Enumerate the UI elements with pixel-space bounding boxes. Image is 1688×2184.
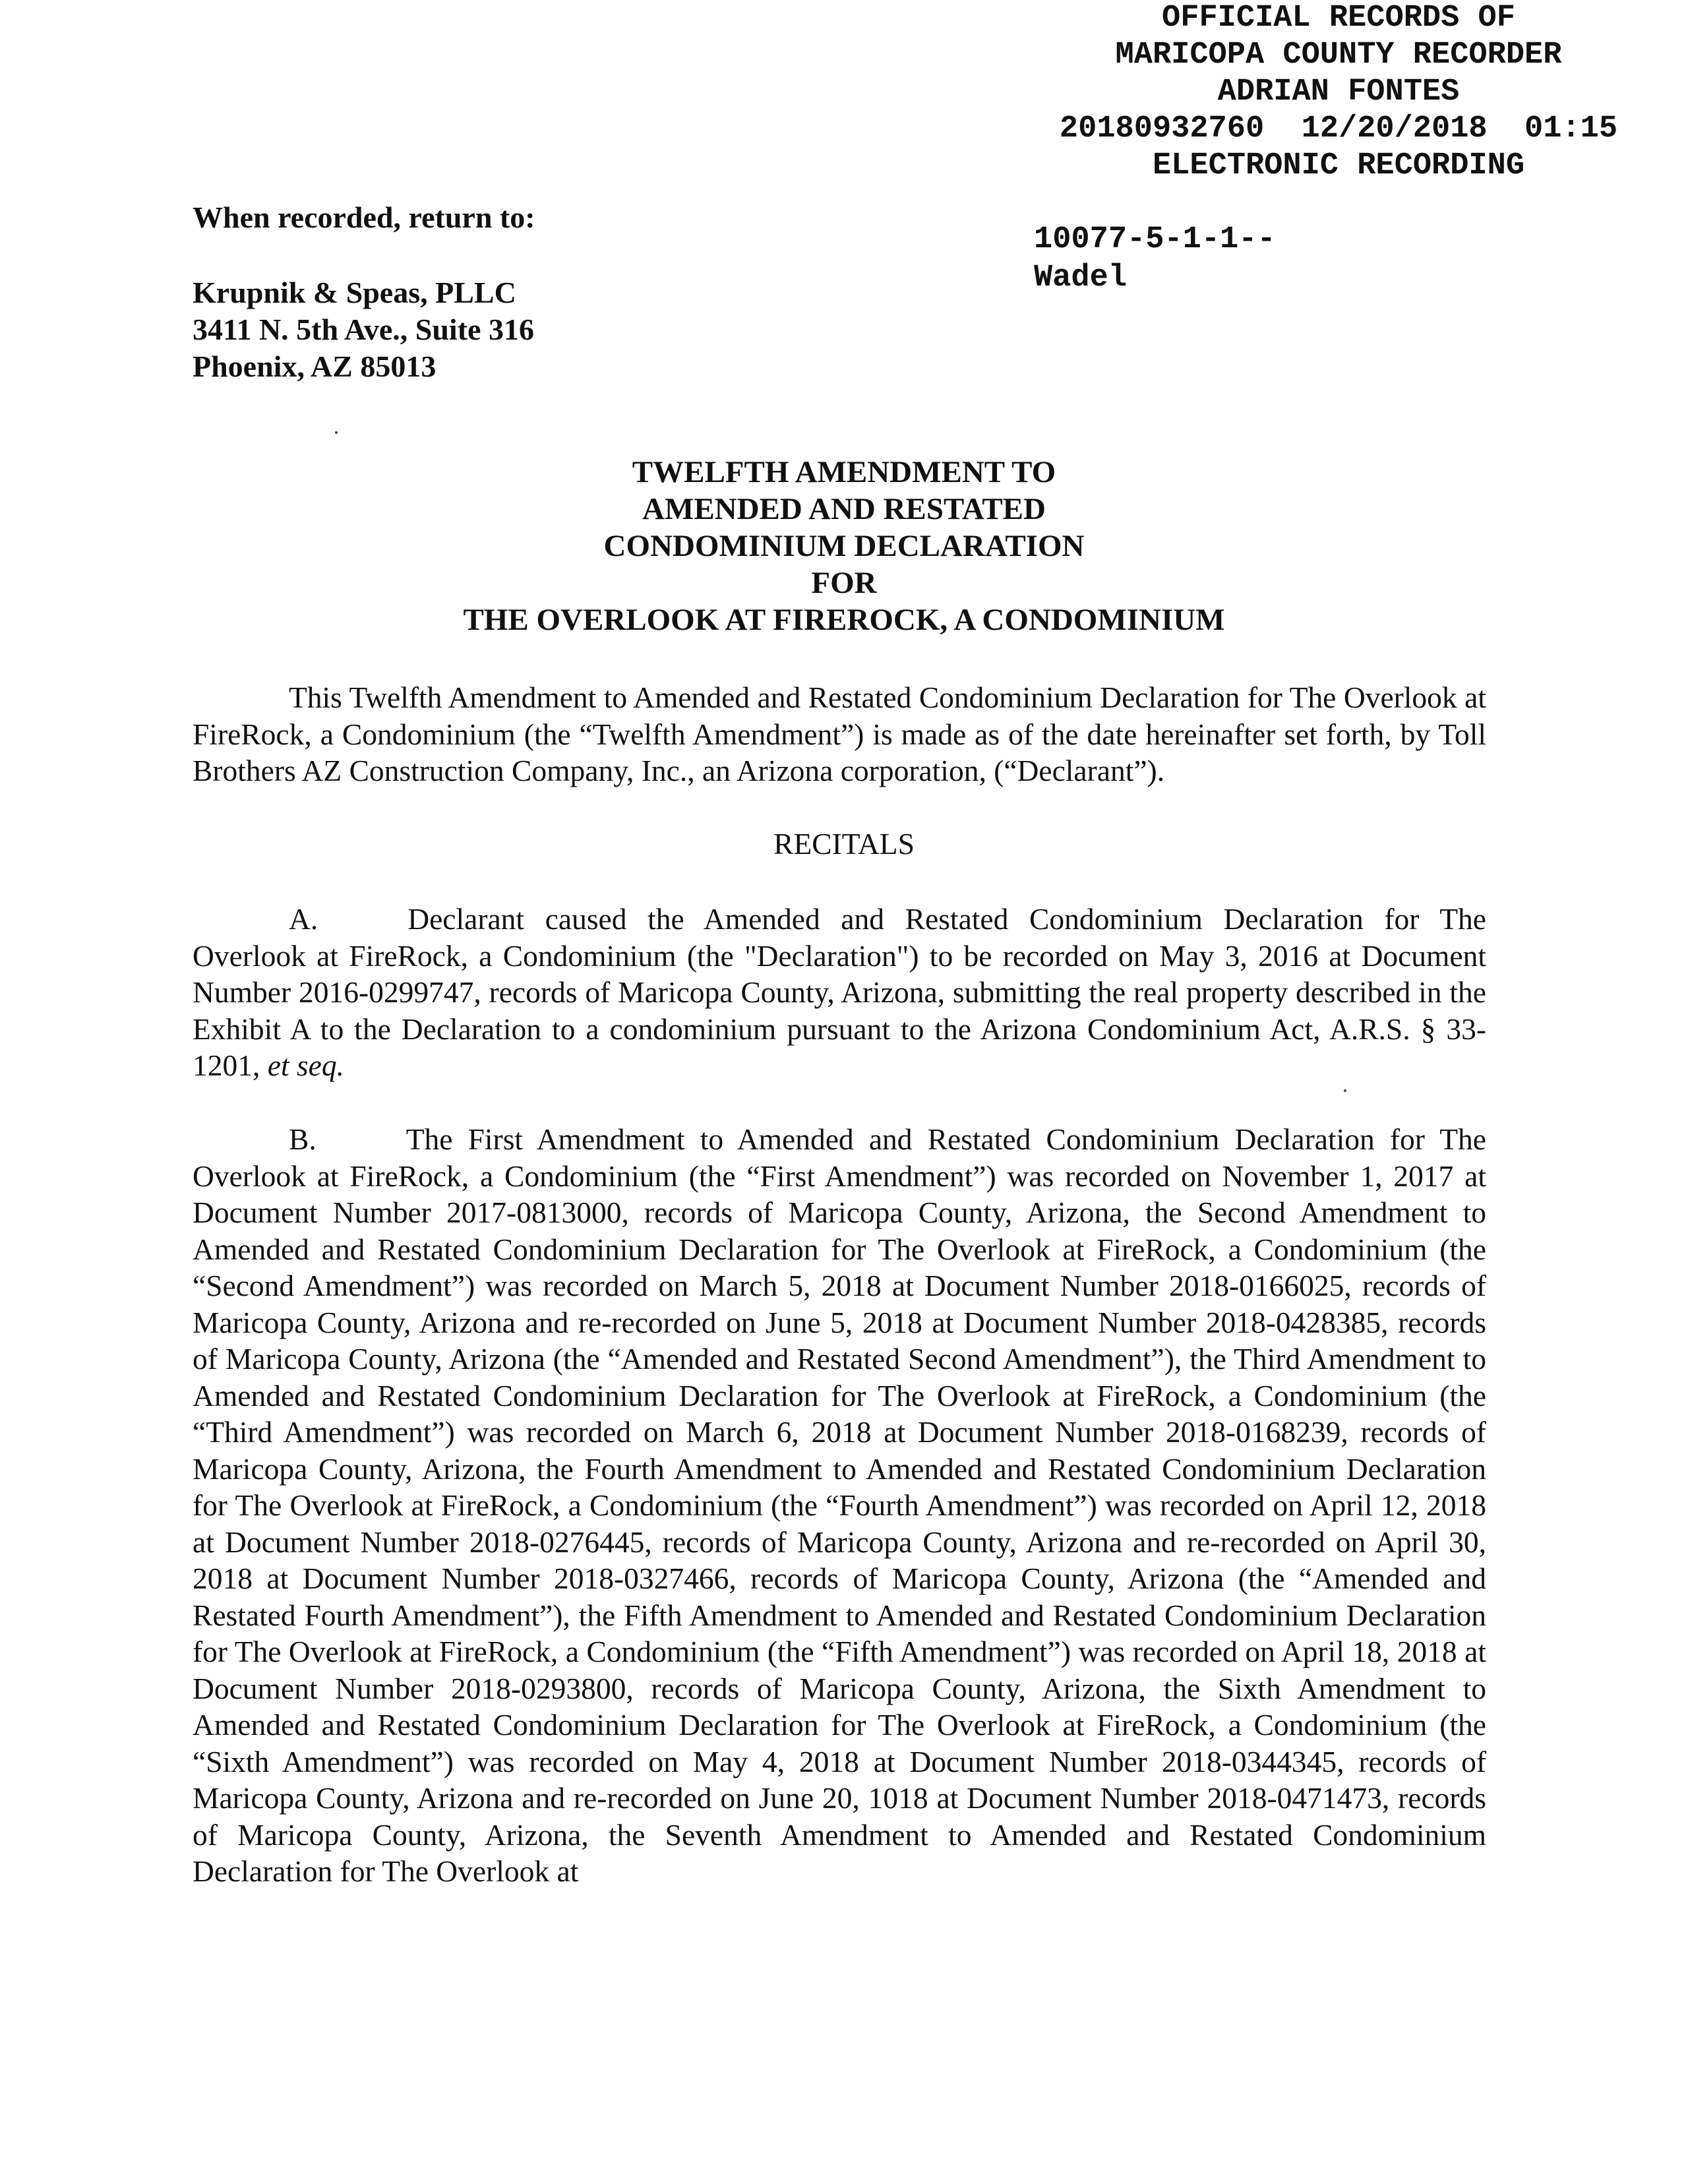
recital-a-text: Declarant caused the Amended and Restated Condominium Declaration for The Overlook at FireRock, a Condominium (the "Declaration") to be recorded on May 3, 2016 at Document Number 2016-0299747, records of Maricopa County, Arizona, submitting the real property described in the Exhibit A to the Declaration to a condominium pursuant to the Arizona Condominium Act, A.R.S. § 33-1201, bbox=[193, 902, 1486, 1082]
recital-a-label: A. bbox=[289, 902, 318, 936]
recording-reference-code: 10077-5-1-1-- bbox=[1034, 222, 1276, 257]
recording-reference bbox=[1034, 221, 1276, 297]
return-to-firm: Krupnik & Speas, PLLC bbox=[193, 276, 516, 309]
recorder-stamp bbox=[1015, 0, 1688, 185]
stamp-line-county-recorder: MARICOPA COUNTY RECORDER bbox=[1115, 38, 1562, 73]
recording-reference-name: Wadel bbox=[1034, 260, 1128, 295]
recitals-heading: RECITALS bbox=[773, 827, 915, 861]
return-to-block bbox=[193, 199, 535, 385]
stamp-line-official-records: OFFICIAL RECORDS OF bbox=[1162, 1, 1515, 36]
stamp-line-recorder-name: ADRIAN FONTES bbox=[1217, 75, 1460, 109]
scan-speck bbox=[335, 431, 338, 434]
title-line-1: TWELFTH AMENDMENT TO bbox=[632, 455, 1056, 489]
recital-b bbox=[193, 1121, 1486, 1890]
stamp-line-electronic-recording: ELECTRONIC RECORDING bbox=[1152, 148, 1525, 183]
return-to-spacer bbox=[193, 236, 535, 274]
recital-b-text: The First Amendment to Amended and Restated Condominium Declaration for The Overlook at FireRock, a Condominium (the “First Amendment”) was recorded on November 1, 2017 at Document Number 2017-0813000, records of Maricopa County, Arizona, the Second Amendment to Amended and Restated Condominium Declaration for The Overlook at FireRock, a Condominium (the “Second Amendment”) was recorded on March 5, 2018 at Document Number 2018-0166025, records of Maricopa County, Arizona and re-recorded on June 5, 2018 at Document Number 2018-0428385, records of Maricopa County, Arizona (the “Amended and Restated Second Amendment”), the Third Amendment to Amended and Restated Condominium Declaration for The Overlook at FireRock, a Condominium (the “Third Amendment”) was recorded on March 6, 2018 at Document Number 2018-0168239, records of Maricopa County, Arizona, the Fourth Amendment to Amended and Restated Condominium Declaration for The Overlook at FireRock, a Condominium (the “Fourth Amendment”) was recorded on April 12, 2018 at Document Number 2018-0276445, records of Maricopa County, Arizona and re-recorded on April 30, 2018 at Document Number 2018-0327466, records of Maricopa County, Arizona (the “Amended and Restated Fourth Amendment”), the Fifth Amendment to Amended and Restated Condominium Declaration for The Overlook at FireRock, a Condominium (the “Fifth Amendment”) was recorded on April 18, 2018 at Document Number 2018-0293800, records of Maricopa County, Arizona, the Sixth Amendment to Amended and Restated Condominium Declaration for The Overlook at FireRock, a Condominium (the “Sixth Amendment”) was recorded on May 4, 2018 at Document Number 2018-0344345, records of Maricopa County, Arizona and re-recorded on June 20, 1018 at Document Number 2018-0471473, records of Maricopa County, Arizona, the Seventh Amendment to Amended and Restated Condominium Declaration for The Overlook at bbox=[193, 1122, 1486, 1888]
title-line-2: AMENDED AND RESTATED bbox=[642, 492, 1046, 526]
recital-a-et-seq: et seq. bbox=[267, 1048, 344, 1082]
return-to-heading: When recorded, return to: bbox=[193, 200, 535, 234]
intro-text: This Twelfth Amendment to Amended and Restated Condominium Declaration for The Overlook at FireRock, a Condominium (the “Twelfth Amendment”) is made as of the date hereinafter set forth, by Toll Brothers AZ Construction Company, Inc., an Arizona corporation, (“Declarant”). bbox=[193, 681, 1486, 787]
return-to-address-line-1: 3411 N. 5th Ave., Suite 316 bbox=[193, 313, 534, 346]
title-line-3: CONDOMINIUM DECLARATION bbox=[603, 529, 1085, 563]
intro-paragraph bbox=[193, 679, 1486, 789]
title-line-4: FOR bbox=[811, 566, 877, 600]
document-title bbox=[193, 454, 1495, 638]
recital-a bbox=[193, 901, 1486, 1084]
recital-b-label: B. bbox=[289, 1122, 316, 1156]
scan-speck bbox=[1344, 1089, 1346, 1092]
stamp-line-recording-number-date: 20180932760 12/20/2018 01:15 bbox=[1059, 111, 1618, 146]
title-line-5: THE OVERLOOK AT FIREROCK, A CONDOMINIUM bbox=[463, 603, 1225, 637]
return-to-address-line-2: Phoenix, AZ 85013 bbox=[193, 349, 437, 383]
